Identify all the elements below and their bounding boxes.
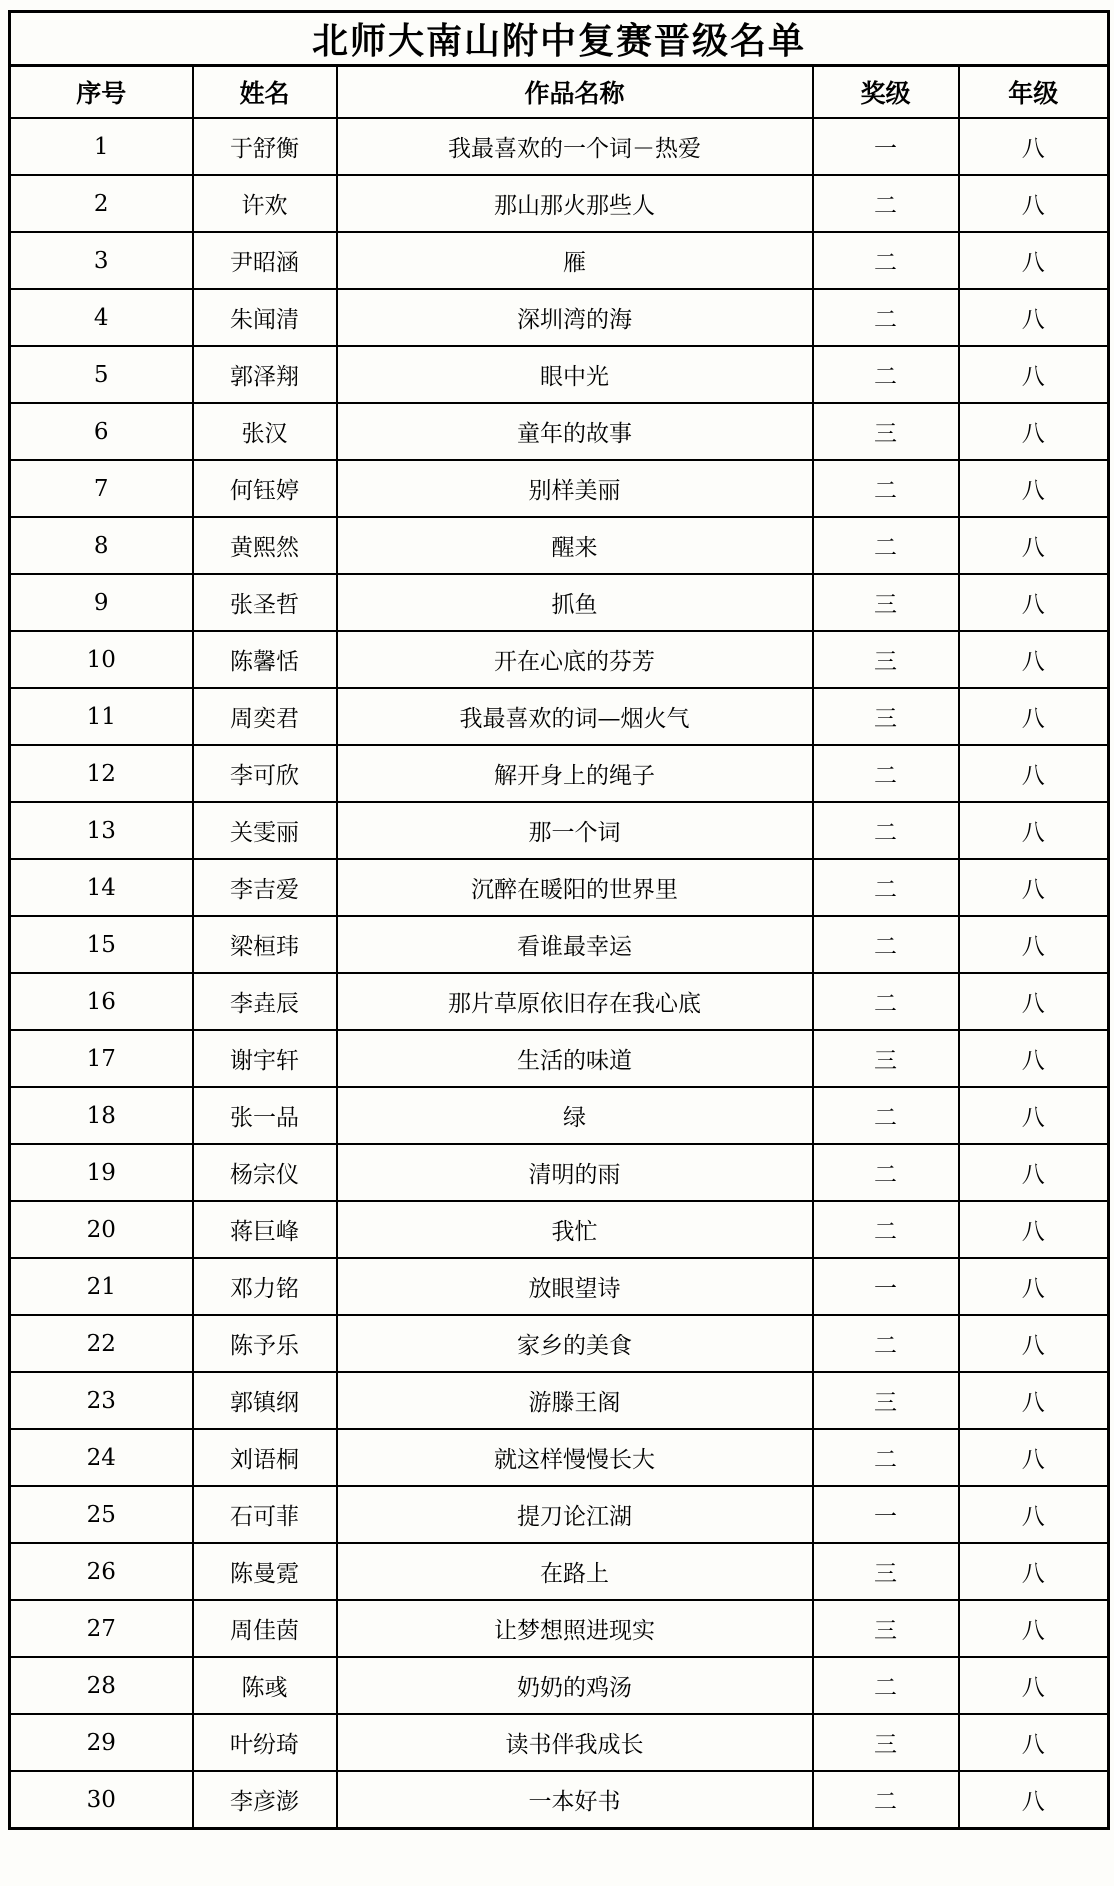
grade-cell: 八 [959,1429,1109,1486]
name-cell: 张圣哲 [193,574,337,631]
award-cell: 二 [813,1429,959,1486]
work-cell: 童年的故事 [337,403,813,460]
table-row [10,1201,1109,1258]
table-row [10,1372,1109,1429]
name-cell: 陈馨恬 [193,631,337,688]
grade-cell: 八 [959,1201,1109,1258]
seq-cell: 14 [10,859,193,916]
table-row [10,631,1109,688]
seq-cell: 17 [10,1030,193,1087]
grade-cell: 八 [959,517,1109,574]
grade-cell: 八 [959,688,1109,745]
col-header-name: 姓名 [193,66,337,119]
award-cell: 二 [813,973,959,1030]
table-row [10,346,1109,403]
name-cell: 谢宇轩 [193,1030,337,1087]
grade-cell: 八 [959,232,1109,289]
work-cell: 游滕王阁 [337,1372,813,1429]
seq-cell: 28 [10,1657,193,1714]
award-cell: 二 [813,859,959,916]
award-cell: 二 [813,289,959,346]
award-cell: 二 [813,232,959,289]
award-cell: 三 [813,403,959,460]
work-cell: 解开身上的绳子 [337,745,813,802]
name-cell: 许欢 [193,175,337,232]
name-cell: 陈曼霓 [193,1543,337,1600]
award-cell: 二 [813,517,959,574]
name-cell: 邓力铭 [193,1258,337,1315]
table-row [10,973,1109,1030]
name-cell: 黄熙然 [193,517,337,574]
table-row [10,688,1109,745]
table-row [10,1258,1109,1315]
grade-cell: 八 [959,802,1109,859]
work-cell: 看谁最幸运 [337,916,813,973]
work-cell: 别样美丽 [337,460,813,517]
seq-cell: 9 [10,574,193,631]
seq-cell: 21 [10,1258,193,1315]
name-cell: 石可菲 [193,1486,337,1543]
seq-cell: 12 [10,745,193,802]
table-row [10,460,1109,517]
table-row [10,175,1109,232]
award-cell: 三 [813,1372,959,1429]
table-row [10,1600,1109,1657]
grade-cell: 八 [959,859,1109,916]
name-cell: 梁桓玮 [193,916,337,973]
name-cell: 陈予乐 [193,1315,337,1372]
grade-cell: 八 [959,118,1109,175]
seq-cell: 30 [10,1771,193,1829]
name-cell: 关雯丽 [193,802,337,859]
table-row [10,1771,1109,1829]
name-cell: 朱闻清 [193,289,337,346]
grade-cell: 八 [959,574,1109,631]
seq-cell: 27 [10,1600,193,1657]
table-row [10,574,1109,631]
name-cell: 郭泽翔 [193,346,337,403]
table-row [10,802,1109,859]
work-cell: 那片草原依旧存在我心底 [337,973,813,1030]
seq-cell: 23 [10,1372,193,1429]
table-row [10,1543,1109,1600]
grade-cell: 八 [959,631,1109,688]
work-cell: 我忙 [337,1201,813,1258]
award-cell: 一 [813,1486,959,1543]
grade-cell: 八 [959,175,1109,232]
grade-cell: 八 [959,1258,1109,1315]
work-cell: 那山那火那些人 [337,175,813,232]
grade-cell: 八 [959,289,1109,346]
name-cell: 叶纷琦 [193,1714,337,1771]
award-cell: 二 [813,916,959,973]
name-cell: 尹昭涵 [193,232,337,289]
work-cell: 醒来 [337,517,813,574]
grade-cell: 八 [959,1087,1109,1144]
grade-cell: 八 [959,460,1109,517]
award-cell: 三 [813,1714,959,1771]
award-cell: 三 [813,688,959,745]
award-cell: 一 [813,1258,959,1315]
grade-cell: 八 [959,1315,1109,1372]
work-cell: 雁 [337,232,813,289]
seq-cell: 8 [10,517,193,574]
work-cell: 眼中光 [337,346,813,403]
seq-cell: 3 [10,232,193,289]
seq-cell: 15 [10,916,193,973]
table-row [10,1429,1109,1486]
name-cell: 李垚辰 [193,973,337,1030]
work-cell: 放眼望诗 [337,1258,813,1315]
seq-cell: 25 [10,1486,193,1543]
grade-cell: 八 [959,403,1109,460]
seq-cell: 20 [10,1201,193,1258]
grade-cell: 八 [959,1600,1109,1657]
table-row [10,517,1109,574]
table-row [10,1144,1109,1201]
table-row [10,916,1109,973]
name-cell: 李可欣 [193,745,337,802]
work-cell: 提刀论江湖 [337,1486,813,1543]
seq-cell: 1 [10,118,193,175]
seq-cell: 13 [10,802,193,859]
award-cell: 三 [813,1543,959,1600]
seq-cell: 4 [10,289,193,346]
name-cell: 蒋巨峰 [193,1201,337,1258]
seq-cell: 18 [10,1087,193,1144]
grade-cell: 八 [959,1714,1109,1771]
name-cell: 李吉爱 [193,859,337,916]
page-title: 北师大南山附中复赛晋级名单 [10,12,1109,66]
table-row [10,1657,1109,1714]
table-row [10,118,1109,175]
award-cell: 二 [813,1657,959,1714]
award-cell: 二 [813,175,959,232]
work-cell: 清明的雨 [337,1144,813,1201]
award-cell: 二 [813,1771,959,1829]
work-cell: 家乡的美食 [337,1315,813,1372]
award-cell: 二 [813,745,959,802]
work-cell: 在路上 [337,1543,813,1600]
work-cell: 读书伴我成长 [337,1714,813,1771]
name-cell: 张一品 [193,1087,337,1144]
seq-cell: 10 [10,631,193,688]
column-header-row [10,66,1109,119]
name-cell: 李彦澎 [193,1771,337,1829]
work-cell: 就这样慢慢长大 [337,1429,813,1486]
work-cell: 开在心底的芬芳 [337,631,813,688]
table-row [10,403,1109,460]
grade-cell: 八 [959,1144,1109,1201]
title-row [10,12,1109,66]
award-cell: 二 [813,1315,959,1372]
name-cell: 于舒衡 [193,118,337,175]
name-cell: 郭镇纲 [193,1372,337,1429]
grade-cell: 八 [959,1372,1109,1429]
seq-cell: 22 [10,1315,193,1372]
grade-cell: 八 [959,1657,1109,1714]
award-cell: 二 [813,346,959,403]
award-cell: 二 [813,802,959,859]
award-cell: 二 [813,1201,959,1258]
award-cell: 二 [813,460,959,517]
name-cell: 陈彧 [193,1657,337,1714]
col-header-grade: 年级 [959,66,1109,119]
seq-cell: 24 [10,1429,193,1486]
work-cell: 沉醉在暖阳的世界里 [337,859,813,916]
table-row [10,1315,1109,1372]
table-row [10,232,1109,289]
award-cell: 一 [813,118,959,175]
work-cell: 生活的味道 [337,1030,813,1087]
grade-cell: 八 [959,916,1109,973]
grade-cell: 八 [959,1486,1109,1543]
work-cell: 深圳湾的海 [337,289,813,346]
seq-cell: 6 [10,403,193,460]
table-row [10,1486,1109,1543]
work-cell: 一本好书 [337,1771,813,1829]
grade-cell: 八 [959,346,1109,403]
name-cell: 周奕君 [193,688,337,745]
award-cell: 三 [813,574,959,631]
work-cell: 我最喜欢的词—烟火气 [337,688,813,745]
seq-cell: 29 [10,1714,193,1771]
work-cell: 我最喜欢的一个词－热爱 [337,118,813,175]
table-row [10,289,1109,346]
work-cell: 让梦想照进现实 [337,1600,813,1657]
award-cell: 三 [813,1600,959,1657]
grade-cell: 八 [959,1771,1109,1829]
grade-cell: 八 [959,1030,1109,1087]
name-cell: 周佳茵 [193,1600,337,1657]
table-row [10,745,1109,802]
table-row [10,859,1109,916]
grade-cell: 八 [959,745,1109,802]
promotion-roster-table [8,10,1110,1830]
award-cell: 二 [813,1087,959,1144]
seq-cell: 26 [10,1543,193,1600]
work-cell: 抓鱼 [337,574,813,631]
table-row [10,1030,1109,1087]
work-cell: 奶奶的鸡汤 [337,1657,813,1714]
seq-cell: 19 [10,1144,193,1201]
grade-cell: 八 [959,1543,1109,1600]
col-header-seq: 序号 [10,66,193,119]
award-cell: 三 [813,1030,959,1087]
name-cell: 张汉 [193,403,337,460]
seq-cell: 7 [10,460,193,517]
name-cell: 杨宗仪 [193,1144,337,1201]
col-header-award: 奖级 [813,66,959,119]
work-cell: 绿 [337,1087,813,1144]
col-header-work: 作品名称 [337,66,813,119]
award-cell: 二 [813,1144,959,1201]
seq-cell: 16 [10,973,193,1030]
work-cell: 那一个词 [337,802,813,859]
award-cell: 三 [813,631,959,688]
seq-cell: 5 [10,346,193,403]
seq-cell: 2 [10,175,193,232]
grade-cell: 八 [959,973,1109,1030]
name-cell: 何钰婷 [193,460,337,517]
name-cell: 刘语桐 [193,1429,337,1486]
table-row [10,1714,1109,1771]
seq-cell: 11 [10,688,193,745]
table-row [10,1087,1109,1144]
